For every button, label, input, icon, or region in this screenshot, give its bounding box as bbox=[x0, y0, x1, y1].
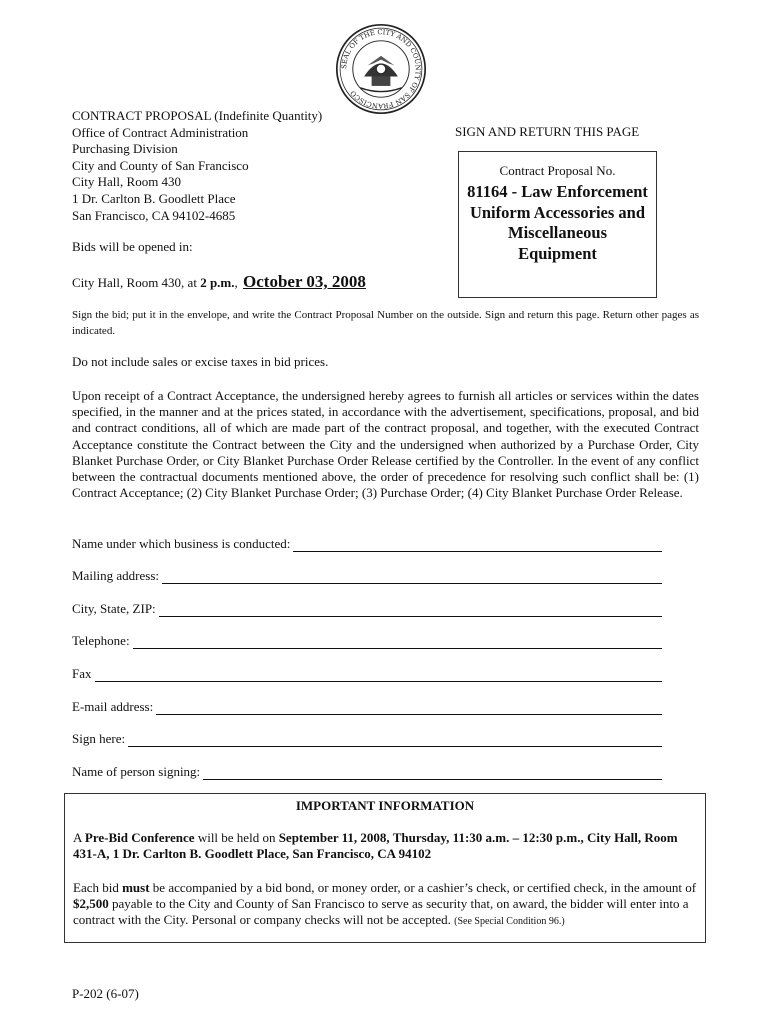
pre-bid-conference-paragraph bbox=[73, 830, 697, 862]
opening-date: October 03, 2008 bbox=[243, 272, 366, 291]
header-line-4: City and County of San Francisco bbox=[72, 157, 249, 173]
signature-line[interactable] bbox=[128, 733, 662, 747]
contract-proposal-box bbox=[458, 151, 657, 298]
email-field[interactable] bbox=[72, 699, 662, 715]
city-state-zip-field[interactable] bbox=[72, 601, 662, 617]
telephone-label: Telephone: bbox=[72, 633, 130, 648]
email-line[interactable] bbox=[156, 701, 662, 715]
header-line-2: Office of Contract Administration bbox=[72, 124, 249, 140]
header-line-3: Purchasing Division bbox=[72, 141, 178, 157]
opening-time: 2 p.m. bbox=[200, 275, 235, 290]
bid-security-amount: $2,500 bbox=[73, 896, 109, 912]
telephone-field[interactable] bbox=[72, 633, 662, 649]
signature-label: Sign here: bbox=[72, 731, 126, 746]
location-prefix: City Hall, Room 430, at bbox=[72, 275, 201, 290]
pre-bid-conference-term: Pre-Bid Conference bbox=[84, 830, 195, 845]
bid-security-text-c: be accompanied by a bid bond, or money order, or a cashier’s check, or certified check, in the amount of bbox=[149, 880, 697, 895]
bid-security-must: must bbox=[122, 880, 150, 895]
business-name-label: Name under which business is conducted: bbox=[72, 536, 291, 551]
pre-bid-text-a: A bbox=[73, 830, 85, 845]
pre-bid-text-c: will be held on bbox=[194, 830, 279, 845]
contract-proposal-title: 81164 - Law Enforcement Uniform Accessories and Miscellaneous Equipment bbox=[467, 182, 648, 263]
svg-text:SEAL OF THE CITY AND COUNTY OF: SEAL OF THE CITY AND COUNTY OF SAN FRANCISCO bbox=[340, 28, 422, 110]
fax-field[interactable] bbox=[72, 666, 662, 682]
important-information-title: IMPORTANT INFORMATION bbox=[295, 798, 475, 813]
important-information-box bbox=[64, 793, 706, 943]
instructions-text: Sign the bid; put it in the envelope, and write the Contract Proposal Number on the outside. Sign and return this page. Return other pages as indicated. bbox=[72, 309, 699, 337]
signer-name-label: Name of person signing: bbox=[72, 764, 201, 779]
header-line-7: San Francisco, CA 94102-4685 bbox=[72, 207, 236, 223]
header-address-block bbox=[72, 108, 322, 224]
pre-bid-conference-details: September 11, 2008, Thursday, 11:30 a.m. – 12:30 p.m., City Hall, Room 431-A, 1 Dr. Carlton B. Goodlett Place, San Francisco, CA 94102 bbox=[73, 830, 678, 862]
header-line-1: CONTRACT PROPOSAL (Indefinite Quantity) bbox=[72, 108, 323, 123]
mailing-address-label: Mailing address: bbox=[72, 568, 160, 583]
special-condition-note: (See Special Condition 96.) bbox=[454, 916, 565, 928]
fax-line[interactable] bbox=[95, 668, 663, 682]
header-line-6: 1 Dr. Carlton B. Goodlett Place bbox=[72, 190, 236, 206]
city-state-zip-label: City, State, ZIP: bbox=[72, 601, 156, 616]
fax-label: Fax bbox=[72, 666, 92, 681]
business-name-field[interactable] bbox=[72, 536, 662, 552]
city-seal bbox=[334, 22, 428, 116]
form-number: P-202 (6-07) bbox=[72, 986, 139, 1001]
sign-return-notice: SIGN AND RETURN THIS PAGE bbox=[455, 124, 640, 139]
bids-opened-label: Bids will be opened in: bbox=[72, 239, 193, 254]
mailing-address-field[interactable] bbox=[72, 568, 662, 584]
business-name-line[interactable] bbox=[293, 538, 662, 552]
contract-proposal-label: Contract Proposal No. bbox=[499, 163, 616, 178]
time-separator: , bbox=[234, 275, 242, 290]
signer-name-line[interactable] bbox=[203, 766, 662, 780]
header-line-5: City Hall, Room 430 bbox=[72, 174, 182, 190]
telephone-line[interactable] bbox=[133, 635, 662, 649]
bid-security-text-a: Each bid bbox=[73, 880, 123, 895]
bid-opening-location bbox=[72, 272, 366, 292]
mailing-address-line[interactable] bbox=[162, 570, 662, 584]
signature-field[interactable] bbox=[72, 731, 662, 747]
signer-name-field[interactable] bbox=[72, 764, 662, 780]
agreement-paragraph: Upon receipt of a Contract Acceptance, the undersigned hereby agrees to furnish all articles or services within the dates specified, in the manner and at the prices stated, in accordance with the advertisement, specifications, proposal, and bid and contract conditions, all of which are made part of the contract proposal, and together, with the executed Contract Acceptance constitute the Contract between the City and the undersigned when authorized by a Purchase Order, City Blanket Purchase Order, or City Blanket Purchase Order Release certified by the Controller. In the event of any conflict between the contractual documents mentioned above, the order of precedence for resolving such conflict shall be: (1) Contract Acceptance; (2) City Blanket Purchase Order; (3) Purchase Order; (4) City Blanket Purchase Order Release. bbox=[72, 388, 699, 501]
city-state-zip-line[interactable] bbox=[159, 603, 662, 617]
tax-note: Do not include sales or excise taxes in bid prices. bbox=[72, 354, 329, 369]
bid-security-text-e: payable to the City and County of San Francisco to serve as security that, on award, the bidder will enter into a contract with the City. Personal or company checks will not be accepted. bbox=[73, 896, 689, 928]
email-label: E-mail address: bbox=[72, 699, 154, 714]
bid-security-paragraph bbox=[73, 880, 697, 931]
